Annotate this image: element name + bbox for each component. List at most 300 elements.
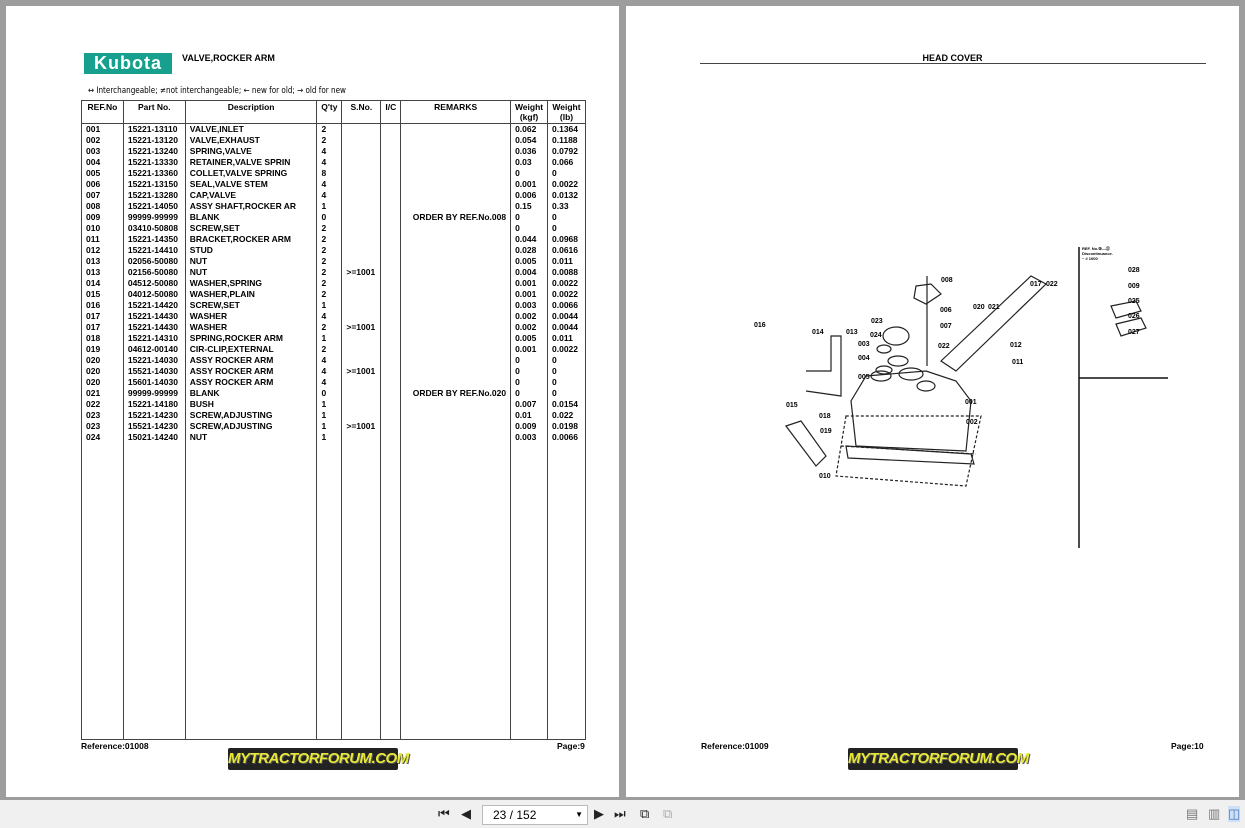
table-cell: 15221-14420 [123,300,185,311]
column-header: Part No. [123,101,185,124]
table-cell [381,245,401,256]
table-cell: 0.0066 [548,300,586,311]
continuous-view-icon[interactable]: ▥ [1208,806,1221,821]
table-cell: 005 [82,168,124,179]
table-row [82,278,586,289]
table-cell: 001 [82,124,124,136]
table-cell: 0.001 [511,289,548,300]
table-cell: 0.054 [511,135,548,146]
table-cell: 2 [317,124,342,136]
table-cell: 003 [82,146,124,157]
table-cell: 0 [548,223,586,234]
table-cell: 1 [317,421,342,432]
table-cell: SPRING,ROCKER ARM [185,333,317,344]
table-cell: 019 [82,344,124,355]
table-cell: 0.0088 [548,267,586,278]
table-cell [401,267,511,278]
table-cell [342,432,381,443]
dropdown-arrow-icon: ▼ [575,810,583,819]
table-cell: NUT [185,432,317,443]
table-cell [342,212,381,223]
table-cell: 1 [317,333,342,344]
table-cell: 15221-14430 [123,322,185,333]
table-cell: VALVE,INLET [185,124,317,136]
table-row [82,190,586,201]
table-cell [342,399,381,410]
table-cell: NUT [185,256,317,267]
table-cell [342,344,381,355]
table-cell [342,289,381,300]
single-page-view-icon[interactable]: ▤ [1186,806,1199,821]
table-cell: SCREW,ADJUSTING [185,421,317,432]
table-cell: 0.0066 [548,432,586,443]
table-cell: 0 [548,366,586,377]
part-callout: 016 [754,322,766,329]
part-callout: 022 [1046,281,1058,288]
table-cell [401,124,511,136]
table-cell: 0 [548,212,586,223]
table-cell: 4 [317,377,342,388]
table-filler [82,443,586,740]
column-header: I/C [381,101,401,124]
table-cell: 0 [317,388,342,399]
table-cell [342,135,381,146]
table-cell [381,410,401,421]
reference-label: Reference:01008 [81,741,149,751]
table-cell: 0.1188 [548,135,586,146]
part-callout: 002 [966,419,978,426]
table-cell [381,267,401,278]
table-cell: 0.009 [511,421,548,432]
table-cell [381,421,401,432]
table-cell: 2 [317,322,342,333]
table-cell: 15521-14230 [123,421,185,432]
table-cell: SEAL,VALVE STEM [185,179,317,190]
table-row [82,267,586,278]
table-cell: WASHER [185,322,317,333]
table-cell [342,278,381,289]
table-cell: 0 [511,212,548,223]
table-cell: 15221-14350 [123,234,185,245]
table-cell: 013 [82,256,124,267]
page-number: Page:9 [557,741,585,751]
table-cell: 023 [82,410,124,421]
table-row [82,344,586,355]
column-header: Weight (kgf) [511,101,548,124]
table-cell: >=1001 [342,267,381,278]
parts-table [81,100,586,740]
table-cell: 008 [82,201,124,212]
table-cell: 0.15 [511,201,548,212]
first-page-button[interactable]: ⏮ [438,806,450,821]
part-callout: 027 [1128,329,1140,336]
table-row [82,234,586,245]
part-callout: 028 [1128,267,1140,274]
table-cell: 1 [317,300,342,311]
part-callout: 018 [819,413,831,420]
table-row [82,212,586,223]
table-cell: 0.0792 [548,146,586,157]
table-row [82,201,586,212]
table-cell: 0.004 [511,267,548,278]
part-callout: 011 [1012,359,1024,366]
table-cell: 2 [317,344,342,355]
table-cell: ORDER BY REF.No.020 [401,388,511,399]
table-cell [401,201,511,212]
table-cell [342,410,381,421]
table-cell: 0.1364 [548,124,586,136]
table-cell: 4 [317,355,342,366]
table-cell: 4 [317,366,342,377]
table-cell [401,223,511,234]
table-row [82,289,586,300]
table-cell [342,300,381,311]
table-cell: 020 [82,377,124,388]
part-callout: 001 [965,399,977,406]
part-callout: 022 [938,343,950,350]
table-cell: WASHER,PLAIN [185,289,317,300]
part-callout: 010 [819,473,831,480]
table-cell [342,168,381,179]
table-cell: 15221-14180 [123,399,185,410]
table-cell: 04012-50080 [123,289,185,300]
table-cell: BLANK [185,388,317,399]
table-cell: 0.006 [511,190,548,201]
table-cell [401,300,511,311]
table-cell: 15221-14310 [123,333,185,344]
table-cell: CIR-CLIP,EXTERNAL [185,344,317,355]
table-cell: 8 [317,168,342,179]
table-cell [342,157,381,168]
last-page-button[interactable]: ⏭ [614,806,626,821]
watermark-logo: MYTRACTORFORUM.COM [228,748,398,770]
table-cell: 016 [82,300,124,311]
table-cell: 006 [82,179,124,190]
column-header: Weight (lb) [548,101,586,124]
head-cover-diagram [626,6,1239,797]
table-cell [401,410,511,421]
table-cell: 0 [511,223,548,234]
table-cell: 2 [317,245,342,256]
previous-page-button[interactable]: ◀ [461,806,471,821]
table-cell: 15021-14240 [123,432,185,443]
table-cell: 0.0968 [548,234,586,245]
fit-width-icon[interactable]: ⧉ [663,806,673,821]
table-cell: 1 [317,201,342,212]
table-cell: 0.33 [548,201,586,212]
table-cell: 012 [82,245,124,256]
table-row [82,256,586,267]
table-cell: >=1001 [342,322,381,333]
table-cell: 0.002 [511,311,548,322]
table-cell: 022 [82,399,124,410]
table-cell: SCREW,SET [185,223,317,234]
table-row [82,311,586,322]
table-cell: 0.062 [511,124,548,136]
table-cell [342,311,381,322]
part-callout: 026 [1128,313,1140,320]
table-cell: 15221-14030 [123,355,185,366]
table-cell: 0.028 [511,245,548,256]
part-callout: 017 [1030,281,1042,288]
table-cell: 02156-50080 [123,267,185,278]
table-cell [401,432,511,443]
table-cell: 002 [82,135,124,146]
table-row [82,432,586,443]
table-cell: 007 [82,190,124,201]
table-cell: 15221-13110 [123,124,185,136]
table-cell: 4 [317,146,342,157]
table-row [82,410,586,421]
table-cell: 2 [317,223,342,234]
table-cell: 0 [548,355,586,366]
table-cell: 0 [511,377,548,388]
table-cell [381,168,401,179]
part-callout: 021 [988,304,1000,311]
table-cell: 0.011 [548,256,586,267]
table-cell [381,432,401,443]
table-cell [401,146,511,157]
table-cell: 0 [511,168,548,179]
table-cell [381,278,401,289]
table-row [82,168,586,179]
table-cell: 99999-99999 [123,388,185,399]
table-cell: 0.066 [548,157,586,168]
part-callout: 008 [941,277,953,284]
table-cell [342,355,381,366]
kubota-logo: Kubota [84,53,172,74]
table-cell: 0.005 [511,333,548,344]
table-cell [381,157,401,168]
table-cell: 1 [317,399,342,410]
table-cell: 15221-13240 [123,146,185,157]
table-cell [381,124,401,136]
table-cell [342,377,381,388]
table-cell: 0 [511,388,548,399]
column-header: Description [185,101,317,124]
table-cell [381,234,401,245]
table-cell: 15221-13120 [123,135,185,146]
two-page-view-icon[interactable]: ◫ [1228,806,1241,821]
table-cell: 0.001 [511,344,548,355]
part-callout: 003 [858,341,870,348]
table-cell [381,333,401,344]
table-cell: 04612-00140 [123,344,185,355]
table-cell [381,377,401,388]
table-cell [401,421,511,432]
table-cell [381,355,401,366]
table-cell: 024 [82,432,124,443]
table-row [82,157,586,168]
inset-note: REF. No.⑩—⑫ Discontinuance. ~ # 1000 [1082,246,1113,261]
table-cell: 0.044 [511,234,548,245]
table-cell [381,135,401,146]
part-callout: 009 [1128,283,1140,290]
table-row [82,322,586,333]
table-cell [342,256,381,267]
table-row [82,124,586,136]
table-cell: 0 [511,355,548,366]
table-cell: >=1001 [342,421,381,432]
table-cell: 0 [548,168,586,179]
table-cell: 017 [82,322,124,333]
table-cell [401,311,511,322]
table-cell: 004 [82,157,124,168]
part-callout: 025 [1128,298,1140,305]
table-cell: BLANK [185,212,317,223]
table-cell: 011 [82,234,124,245]
table-cell: 15221-14050 [123,201,185,212]
table-row [82,135,586,146]
table-cell: 0 [548,388,586,399]
table-cell: ASSY ROCKER ARM [185,377,317,388]
table-cell [401,399,511,410]
table-cell: 2 [317,278,342,289]
table-cell [381,366,401,377]
table-cell: 15521-14030 [123,366,185,377]
table-cell: 0.0044 [548,311,586,322]
table-cell: WASHER [185,311,317,322]
table-cell: ASSY ROCKER ARM [185,366,317,377]
watermark-logo: MYTRACTORFORUM.COM [848,748,1018,770]
table-cell: 15221-13330 [123,157,185,168]
table-row [82,421,586,432]
table-cell [342,146,381,157]
table-cell: 03410-50808 [123,223,185,234]
part-callout: 005 [858,374,870,381]
column-header: Q'ty [317,101,342,124]
table-cell: NUT [185,267,317,278]
table-cell: 0.001 [511,278,548,289]
table-cell: RETAINER,VALVE SPRIN [185,157,317,168]
table-cell [381,289,401,300]
table-cell: 0.0154 [548,399,586,410]
table-cell: 014 [82,278,124,289]
table-cell: 2 [317,135,342,146]
table-cell: CAP,VALVE [185,190,317,201]
table-cell [381,300,401,311]
table-cell: 15221-14230 [123,410,185,421]
table-cell [401,289,511,300]
part-callout: 007 [940,323,952,330]
part-callout: 006 [940,307,952,314]
table-cell: 2 [317,234,342,245]
table-cell: 15221-13360 [123,168,185,179]
table-row [82,179,586,190]
table-cell: 021 [82,388,124,399]
left-page [6,6,619,797]
table-cell [401,245,511,256]
table-cell: 0.036 [511,146,548,157]
table-cell [401,168,511,179]
table-cell: 0.01 [511,410,548,421]
table-cell [381,212,401,223]
table-cell [342,190,381,201]
table-cell: 4 [317,157,342,168]
table-cell [381,179,401,190]
table-cell: 0 [548,377,586,388]
table-cell: 0.003 [511,432,548,443]
table-cell [342,234,381,245]
table-cell: 020 [82,366,124,377]
table-row [82,223,586,234]
table-cell: 0.003 [511,300,548,311]
table-row [82,333,586,344]
table-cell: WASHER,SPRING [185,278,317,289]
table-cell: 4 [317,179,342,190]
table-cell: 0.022 [548,410,586,421]
table-cell: 0 [317,212,342,223]
table-cell: 0.0616 [548,245,586,256]
table-cell [381,256,401,267]
table-row [82,300,586,311]
table-row [82,245,586,256]
table-cell: 2 [317,289,342,300]
table-cell: ASSY SHAFT,ROCKER AR [185,201,317,212]
table-cell: ASSY ROCKER ARM [185,355,317,366]
table-cell: 15221-14410 [123,245,185,256]
table-cell [342,333,381,344]
table-cell [401,190,511,201]
table-row [82,366,586,377]
table-cell [381,146,401,157]
table-cell [381,322,401,333]
part-callout: 014 [812,329,824,336]
table-cell: 0.011 [548,333,586,344]
table-cell: 1 [317,432,342,443]
table-cell: 15221-14430 [123,311,185,322]
page-number-input[interactable] [482,805,588,825]
table-cell: SPRING,VALVE [185,146,317,157]
table-cell: SCREW,SET [185,300,317,311]
table-cell [342,201,381,212]
next-page-button[interactable]: ▶ [594,806,604,821]
interchangeability-legend: ↔ Interchangeable; ≠not interchangeable; ← new for old; → old for new [88,86,346,96]
table-cell [401,344,511,355]
table-cell: 0.0022 [548,278,586,289]
table-cell [342,223,381,234]
table-cell: SCREW,ADJUSTING [185,410,317,421]
table-cell: 0 [511,366,548,377]
table-cell [381,201,401,212]
table-cell [381,223,401,234]
reference-label: Reference:01009 [701,741,769,751]
table-cell [401,377,511,388]
part-callout: 020 [973,304,985,311]
table-cell: 0.001 [511,179,548,190]
table-cell: 0.0044 [548,322,586,333]
table-cell: 04512-50080 [123,278,185,289]
table-cell: 0.002 [511,322,548,333]
table-cell [381,399,401,410]
table-row [82,388,586,399]
table-cell: BUSH [185,399,317,410]
table-cell [401,157,511,168]
table-cell [401,278,511,289]
table-cell [342,388,381,399]
part-callout: 013 [846,329,858,336]
part-callout: 015 [786,402,798,409]
table-cell: 015 [82,289,124,300]
right-page [626,6,1239,797]
table-cell [401,322,511,333]
table-cell: 009 [82,212,124,223]
table-cell: 15221-13150 [123,179,185,190]
table-cell: 99999-99999 [123,212,185,223]
table-cell: 023 [82,421,124,432]
part-callout: 024 [870,332,882,339]
fit-page-icon[interactable]: ⧉ [640,806,650,821]
